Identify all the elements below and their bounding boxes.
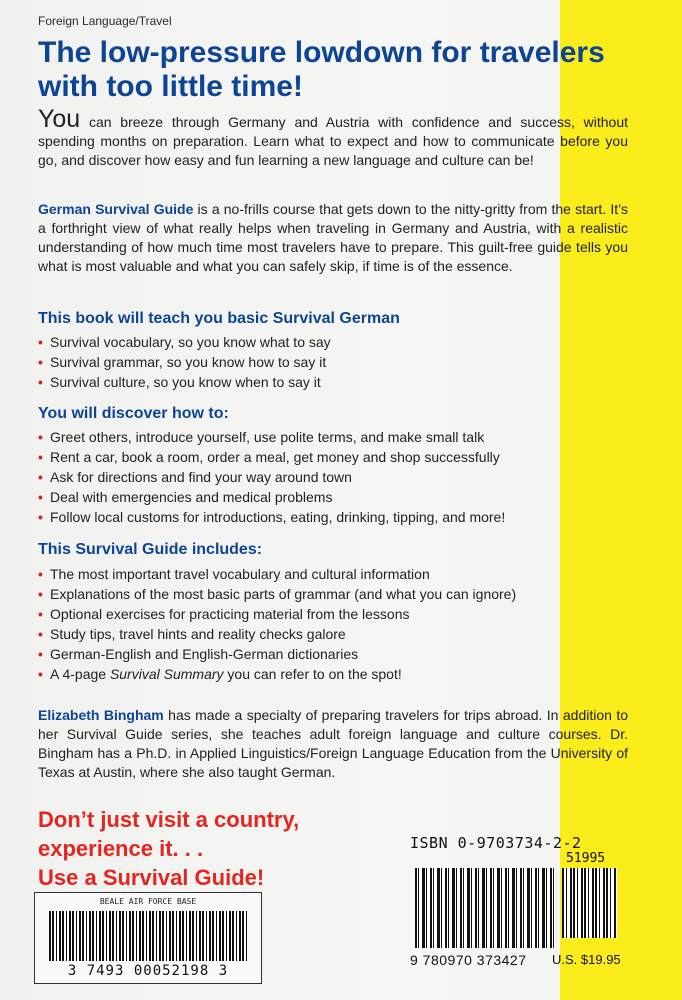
book-title: German Survival Guide [38,201,194,217]
author-text: has made a specialty of preparing travelers for trips abroad. In addition to her Survival Guide series, she teaches adult foreign language and culture courses. Dr. Bingham has a Ph.D. in Applied Linguistics/Foreign Language Education from the University of Texas at Austin, where she also taught German. [38,707,628,780]
list-item: • Follow local customs for introductions, eating, drinking, tipping, and more! [38,507,638,527]
author-bio [38,706,628,782]
library-barcode [49,911,247,961]
list-item: • Greet others, introduce yourself, use polite terms, and make small talk [38,427,638,447]
intro-text: can breeze through Germany and Austria with confidence and success, without spending months on preparation. Learn what to expect and how to communicate before you go, and discover how easy and fun learning a new language and culture can be! [38,114,628,168]
headline: The low-pressure lowdown for travelers with too little time! [38,36,605,103]
list-item: • Ask for directions and find your way around town [38,467,638,487]
list-item: • Survival grammar, so you know how to say it [38,352,638,372]
discover-list [38,427,638,527]
list-item: • Optional exercises for practicing material from the lessons [38,604,638,624]
includes-list [38,564,638,684]
author-name: Elizabeth Bingham [38,707,164,723]
summary-emph: Survival Summary [109,666,224,682]
list-item: • German-English and English-German dictionaries [38,644,638,664]
list-item: • Explanations of the most basic parts of grammar (and what you can ignore) [38,584,638,604]
library-sticker [34,892,262,984]
tagline [38,805,398,892]
price: U.S. $19.95 [552,952,621,967]
tagline-line: experience it. . . [38,836,204,861]
isbn-label: ISBN 0-9703734-2-2 [410,834,582,852]
description-paragraph [38,200,628,276]
list-item: • Deal with emergencies and medical problems [38,487,638,507]
list-item: • The most important travel vocabulary and cultural information [38,564,638,584]
section-heading-discover: You will discover how to: [38,405,229,422]
teach-list [38,332,638,392]
list-item: • Survival culture, so you know when to say it [38,372,638,392]
price-barcode [562,868,617,938]
tagline-line: Don’t just visit a country, [38,807,300,832]
list-item [38,664,638,684]
intro-dropcap: You [38,105,81,133]
summary-pre: A 4-page [50,666,110,682]
section-heading-includes: This Survival Guide includes: [38,541,263,558]
list-item: • Study tips, travel hints and reality checks galore [38,624,638,644]
summary-post: you can refer to on the spot! [223,666,402,682]
section-heading-teach: This book will teach you basic Survival German [38,310,400,327]
intro-paragraph [38,105,628,170]
tagline-line: Use a Survival Guide! [38,865,265,890]
isbn-number: 9 780970 373427 [410,952,527,968]
library-name: BEALE AIR FORCE BASE [99,897,197,906]
library-number: 3 7493 00052198 3 [67,963,229,979]
description-text: is a no-frills course that gets down to the nitty-gritty from the start. It’s a forthright view of what really helps when traveling in Germany and Austria, with a realistic understanding of how much time most travelers have to prepare. This guilt-free guide tells you what is most valuable and what you can safely skip, if time is of the essence. [38,201,628,274]
price-code: 51995 [566,851,606,866]
category-label: Foreign Language/Travel [38,14,172,28]
list-item: • Rent a car, book a room, order a meal, get money and shop successfully [38,447,638,467]
list-item: • Survival vocabulary, so you know what to say [38,332,638,352]
isbn-barcode [415,868,555,948]
